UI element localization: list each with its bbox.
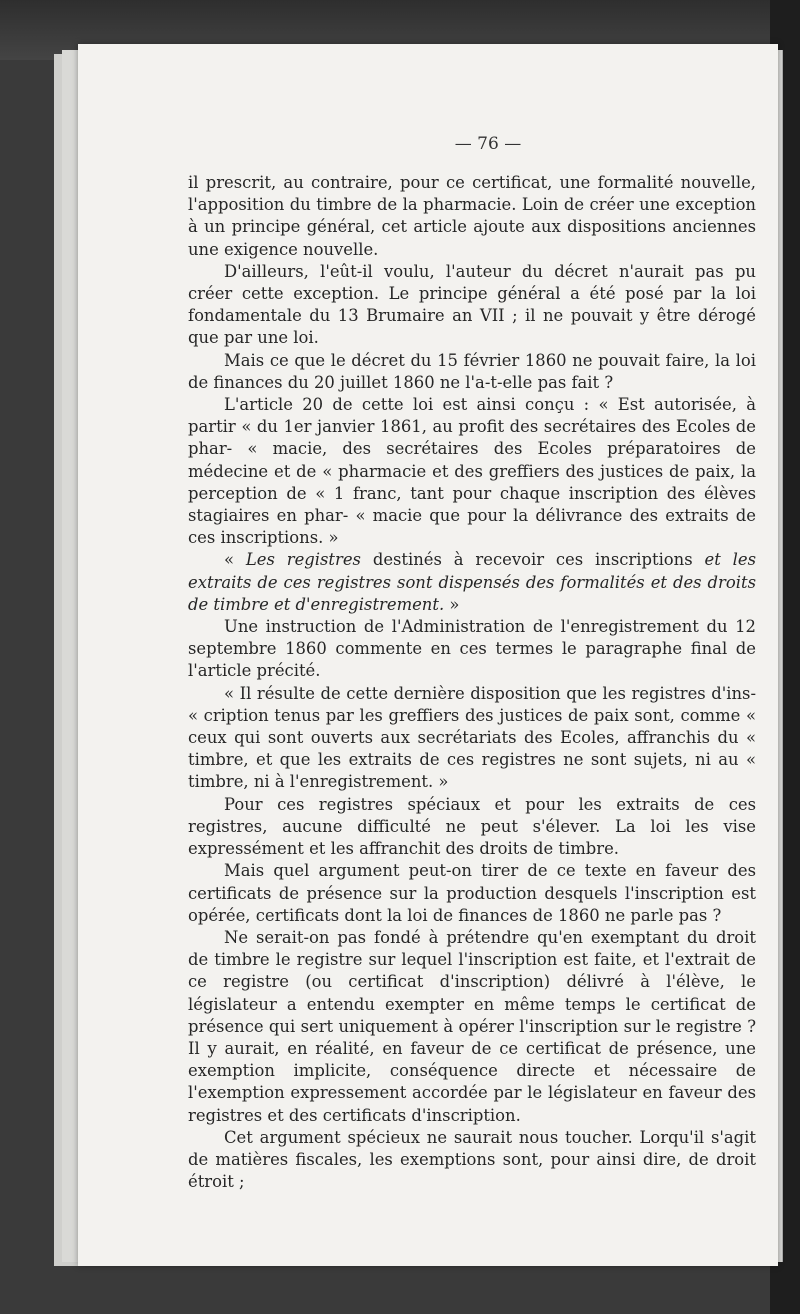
paragraph	[188, 616, 756, 683]
paragraph	[188, 394, 756, 549]
text-run: « Il résulte de cette dernière disposition que les registres d'ins- « cription tenus par les greffiers des justices de paix sont, comme « ceux qui sont ouverts aux secrétariats des Ecoles, affranchis du « timbre, et que les extraits de ces registres ne sont sujets, ni au « timbre, ni à l'enregistrement. »	[188, 683, 756, 792]
paragraph	[188, 794, 756, 861]
paragraph	[188, 172, 756, 261]
book-page	[78, 44, 778, 1266]
paragraph	[188, 350, 756, 394]
text-run: »	[444, 594, 460, 614]
text-run: Cet argument spécieux ne saurait nous toucher. Lorqu'il s'agit de matières fiscales, les exemptions sont, pour ainsi dire, de droit étroit ;	[188, 1127, 756, 1192]
text-run: Une instruction de l'Administration de l'enregistrement du 12 septembre 1860 commente en ces termes le paragraphe final de l'article précité.	[188, 617, 756, 681]
text-run: il prescrit, au contraire, pour ce certificat, une formalité nouvelle, l'apposition du timbre de la pharmacie. Loin de créer une exception à un principe général, cet article ajoute aux dispositions anciennes une exigence nouvelle.	[188, 173, 756, 259]
paragraph	[188, 683, 756, 794]
text-run: «	[224, 550, 246, 570]
page-body-text	[188, 172, 756, 1193]
text-run: D'ailleurs, l'eût-il voulu, l'auteur du décret n'aurait pas pu créer cette exception. Le principe général a été posé par la loi fondamentale du 13 Brumaire an VII ; il ne pouvait y être dérogé que par une loi.	[188, 261, 756, 348]
text-run: Mais ce que le décret du 15 février 1860 ne pouvait faire, la loi de finances du 20 juillet 1860 ne l'a-t-elle pas fait ?	[188, 350, 756, 392]
italic-text: Les registres	[245, 550, 361, 570]
text-run: destinés à recevoir ces inscriptions	[360, 550, 705, 570]
paragraph	[188, 549, 756, 616]
text-run: L'article 20 de cette loi est ainsi conçu : « Est autorisée, à partir « du 1er janvier 1861, au profit des secrétaires des Ecoles de phar- « macie, des secrétaires des Ecoles préparatoires de médecine et de « pharmacie et des greffiers des justices de paix, la perception de « 1 franc, tant pour chaque inscription des élèves stagiaires en phar- « macie que pour la délivrance des extraits de ces inscriptions. »	[188, 395, 756, 548]
italic-text: et les extraits de ces registres sont dispensés des formalités et des droits de timbre et d'enregistrement.	[188, 550, 757, 614]
page-number: — 76 —	[454, 134, 522, 154]
paragraph	[188, 860, 756, 927]
paragraph	[188, 1127, 756, 1194]
paragraph	[188, 927, 756, 1127]
text-run: Ne serait-on pas fondé à prétendre qu'en exemptant du droit de timbre le registre sur lequel l'inscription est faite, et l'extrait de ce registre (ou certificat d'inscription) délivré à l'élève, le législateur a entendu exempter en même temps le certificat de présence qui sert uniquement à opérer l'inscription sur le registre ? Il y aurait, en réalité, en faveur de ce certificat de présence, une exemption implicite, conséquence directe et nécessaire de l'exemption expressement accordée par le législateur en faveur des registres et des certificats d'inscription.	[188, 927, 756, 1125]
paragraph	[188, 261, 756, 350]
text-run: Mais quel argument peut-on tirer de ce texte en faveur des certificats de présence sur la production desquels l'inscription est opérée, certificats dont la loi de finances de 1860 ne parle pas ?	[188, 861, 756, 925]
text-run: Pour ces registres spéciaux et pour les extraits de ces registres, aucune difficulté ne peut s'élever. La loi les vise expressément et les affranchit des droits de timbre.	[188, 794, 756, 859]
